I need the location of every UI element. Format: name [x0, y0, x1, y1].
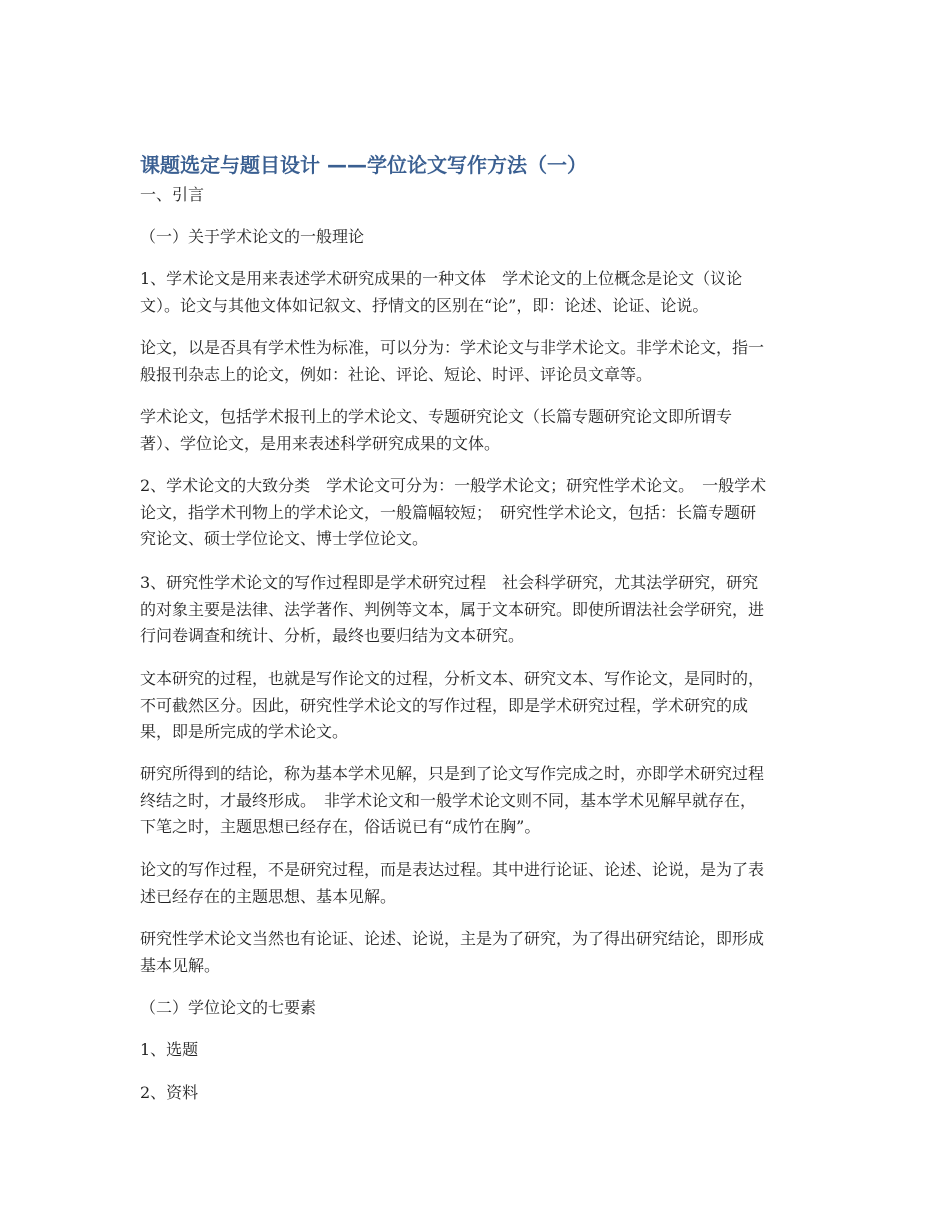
document-title: 课题选定与题目设计 ——学位论文写作方法（一） [140, 153, 587, 177]
paragraph [140, 857, 764, 910]
paragraph [140, 335, 764, 388]
paragraph-line: （一）关于学术论文的一般理论 [140, 227, 365, 246]
paragraph [140, 761, 764, 841]
paragraph-line: 述已经存在的主题思想、基本见解。 [140, 886, 397, 906]
paragraph-line: 一、引言 [140, 185, 205, 204]
paragraph-section-1-heading [140, 224, 364, 251]
paragraph-line: 2、资料 [140, 1083, 199, 1102]
paragraph-line: 文）。论文与其他文体如记叙文、抒情文的区别在“论”，即：论述、论证、论说。 [140, 295, 709, 315]
paragraph-line: 1、选题 [140, 1040, 199, 1059]
paragraph-line: 研究所得到的结论，称为基本学术见解，只是到了论文写作完成之时，亦即学术研究过程 [140, 764, 765, 783]
paragraph-line: 不可截然区分。因此，研究性学术论文的写作过程，即是学术研究过程，学术研究的成 [140, 695, 749, 715]
paragraph-line: 3、研究性学术论文的写作过程即是学术研究过程 社会科学研究，尤其法学研究，研究 [140, 573, 759, 592]
paragraph [140, 473, 766, 553]
paragraph-list-item [140, 1080, 198, 1107]
paragraph-line: 果，即是所完成的学术论文。 [140, 722, 349, 741]
paragraph-line: 论文，以是否具有学术性为标准，可以分为：学术论文与非学术论文。非学术论文，指一 [140, 338, 765, 357]
paragraph-line: 论文的写作过程，不是研究过程，而是表达过程。其中进行论证、论述、论说，是为了表 [140, 860, 765, 879]
paragraph [140, 404, 732, 457]
paragraph-line: 基本见解。 [140, 955, 221, 975]
paragraph-line: 1、学术论文是用来表述学术研究成果的一种文体 学术论文的上位概念是论文（议论 [140, 269, 743, 288]
paragraph-section-2-heading [140, 995, 316, 1022]
paragraph-line: （二）学位论文的七要素 [140, 998, 317, 1017]
paragraph-line: 论文，指学术刊物上的学术论文，一般篇幅较短； 研究性学术论文，包括：长篇专题研 [140, 502, 757, 522]
paragraph-line: 究论文、硕士学位论文、博士学位论文。 [140, 529, 429, 548]
paragraph [140, 266, 742, 319]
paragraph-line: 行问卷调查和统计、分析，最终也要归结为文本研究。 [140, 626, 525, 645]
paragraph-line: 般报刊杂志上的论文，例如：社论、评论、短论、时评、评论员文章等。 [140, 364, 653, 384]
paragraph-line: 的对象主要是法律、法学著作、判例等文本，属于文本研究。即使所谓法社会学研究，进 [140, 599, 765, 619]
paragraph-line: 研究性学术论文当然也有论证、论述、论说，主是为了研究，为了得出研究结论，即形成 [140, 929, 765, 948]
paragraph-intro-heading [140, 182, 204, 209]
paragraph-list-item [140, 1037, 198, 1064]
paragraph [140, 666, 764, 746]
paragraph-line: 文本研究的过程，也就是写作论文的过程，分析文本、研究文本、写作论文，是同时的， [140, 669, 765, 688]
paragraph [140, 926, 764, 979]
paragraph [140, 570, 764, 650]
paragraph-line: 终结之时，才最终形成。 非学术论文和一般学术论文则不同，基本学术见解早就存在， [140, 790, 757, 810]
paragraph-line: 著）、学位论文，是用来表述科学研究成果的文体。 [140, 433, 501, 453]
paragraph-line: 下笔之时，主题思想已经存在，俗话说已有“成竹在胸”。 [140, 817, 541, 836]
paragraph-line: 2、学术论文的大致分类 学术论文可分为：一般学术论文；研究性学术论文。 一般学术 [140, 476, 767, 495]
paragraph-line: 学术论文，包括学术报刊上的学术论文、专题研究论文（长篇专题研究论文即所谓专 [140, 407, 733, 426]
